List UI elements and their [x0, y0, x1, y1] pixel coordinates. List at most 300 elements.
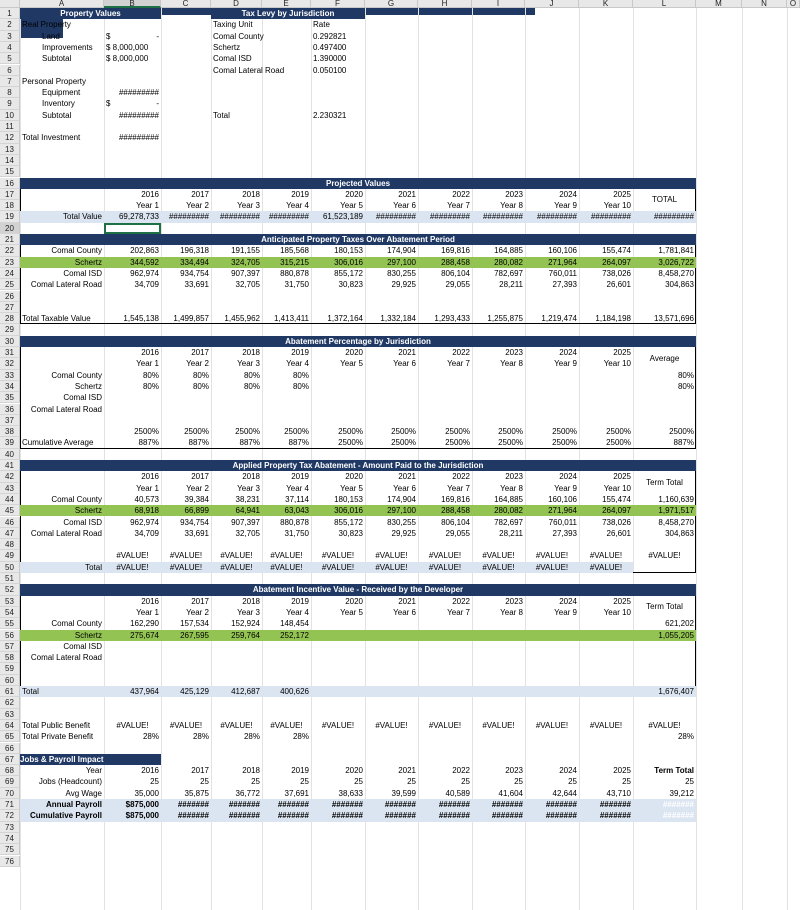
value-cell[interactable]: #VALUE! — [589, 562, 623, 572]
value-cell[interactable]: 271,964 — [548, 257, 577, 267]
value-cell[interactable]: #VALUE! — [220, 720, 253, 730]
row-header[interactable]: 62 — [0, 697, 20, 708]
value-cell[interactable] — [472, 404, 525, 415]
value-cell[interactable]: 33,691 — [184, 528, 209, 538]
label-improvements[interactable]: Improvements — [42, 42, 93, 52]
row-header[interactable]: 46 — [0, 517, 20, 528]
row-label[interactable]: Comal ISD — [63, 268, 102, 278]
row-header[interactable]: 10 — [0, 110, 20, 121]
value-cell[interactable]: 855,172 — [334, 517, 363, 527]
row-header[interactable]: 31 — [0, 347, 20, 358]
value-cell[interactable]: 29,055 — [445, 280, 470, 290]
row-header[interactable]: 55 — [0, 618, 20, 629]
value-cell[interactable]: 160,106 — [548, 494, 577, 504]
value-cell[interactable] — [579, 686, 633, 697]
value-cell[interactable]: 621,202 — [665, 619, 694, 629]
value-cell[interactable]: 1,293,433 — [434, 314, 470, 324]
row-header[interactable]: 16 — [0, 178, 20, 189]
value-cell[interactable]: ######### — [653, 212, 694, 222]
year-header[interactable]: 2025 — [613, 189, 631, 199]
value-cell[interactable]: 180,153 — [334, 494, 363, 504]
value-cell[interactable]: 2500% — [552, 427, 577, 437]
row-header[interactable]: 37 — [0, 415, 20, 426]
value-cell[interactable]: 35,875 — [184, 788, 209, 798]
row-header[interactable]: 23 — [0, 257, 20, 268]
value-cell[interactable] — [311, 404, 365, 415]
value-cell[interactable] — [211, 641, 262, 652]
value-cell[interactable]: 1,545,138 — [123, 314, 159, 324]
value-cell[interactable]: 288,458 — [441, 506, 470, 516]
year-label[interactable]: Year 4 — [286, 483, 309, 493]
column-header-k[interactable]: K — [579, 0, 633, 8]
value-cell[interactable] — [311, 686, 365, 697]
year-label[interactable]: Year 3 — [237, 359, 260, 369]
year-header[interactable]: 2017 — [191, 348, 209, 357]
value-cell[interactable]: 180,153 — [334, 246, 363, 256]
row-label[interactable]: Comal ISD — [63, 517, 102, 527]
year-label[interactable]: Year 5 — [340, 359, 363, 369]
value-cell[interactable]: 2500% — [338, 427, 363, 437]
year-label[interactable]: Year 4 — [286, 201, 309, 211]
year-label[interactable]: Year 1 — [136, 483, 159, 493]
year-header[interactable]: 2017 — [191, 472, 209, 482]
value-cell[interactable]: 69,278,733 — [118, 212, 159, 222]
row-header[interactable]: 18 — [0, 200, 20, 211]
label-real-property[interactable]: Real Property — [22, 20, 71, 30]
row-header[interactable]: 56 — [0, 630, 20, 641]
year-label[interactable]: Year 10 — [603, 483, 631, 493]
row-header[interactable]: 70 — [0, 788, 20, 799]
value-cell[interactable]: 2500% — [669, 427, 694, 437]
row-header[interactable]: 50 — [0, 562, 20, 573]
value-land-currency[interactable]: $ — [106, 31, 111, 41]
value-cell[interactable]: 880,878 — [280, 268, 309, 278]
value-cell[interactable] — [525, 404, 579, 415]
row-header[interactable]: 42 — [0, 471, 20, 482]
value-cell[interactable]: 344,592 — [130, 257, 159, 267]
value-cell[interactable] — [418, 641, 472, 652]
row-header[interactable]: 34 — [0, 381, 20, 392]
value-cell[interactable] — [472, 392, 525, 403]
label-total-investment[interactable]: Total Investment — [22, 133, 81, 143]
value-cell[interactable]: #VALUE! — [589, 551, 623, 561]
column-header-a[interactable]: A — [20, 0, 104, 8]
value-cell[interactable]: 80% — [142, 381, 159, 391]
value-cell[interactable] — [525, 392, 579, 403]
year-header[interactable]: 2020 — [345, 348, 363, 357]
value-cell[interactable]: ######### — [268, 212, 309, 222]
value-cell[interactable]: 2500% — [606, 427, 631, 437]
value-cell[interactable] — [365, 392, 418, 403]
value-cell[interactable]: #VALUE! — [535, 551, 569, 561]
row-header[interactable]: 9 — [0, 98, 20, 109]
value-cell[interactable]: 1,413,411 — [274, 314, 309, 324]
value-cell[interactable]: 2500% — [284, 427, 309, 437]
year-label[interactable]: Year 4 — [286, 607, 309, 617]
value-cell[interactable]: 25 — [685, 777, 694, 787]
value-cell[interactable]: 25 — [300, 777, 309, 787]
value-cell[interactable]: 68,918 — [134, 506, 159, 516]
value-cell[interactable]: 35,000 — [134, 788, 159, 798]
value-cell[interactable]: 25 — [622, 777, 631, 787]
year-label[interactable]: Year 5 — [340, 607, 363, 617]
value-cell[interactable]: #VALUE! — [220, 551, 253, 561]
row-label[interactable]: Comal Lateral Road — [30, 280, 102, 290]
value-cell[interactable]: 887% — [673, 438, 694, 448]
value-cell[interactable]: 148,454 — [280, 619, 309, 629]
row-header[interactable]: 57 — [0, 641, 20, 652]
value-cell[interactable]: 25 — [568, 777, 577, 787]
row-header[interactable]: 30 — [0, 336, 20, 347]
tax-unit-rate[interactable]: 0.292821 — [313, 31, 347, 41]
row-label[interactable]: Schertz — [74, 257, 102, 267]
value-cell[interactable] — [472, 731, 525, 742]
year-header[interactable]: 2018 — [242, 766, 260, 776]
value-cell[interactable]: 306,016 — [334, 506, 363, 516]
value-cell[interactable] — [161, 392, 211, 403]
year-header[interactable]: 2022 — [452, 189, 470, 199]
value-cell[interactable]: 155,474 — [602, 246, 631, 256]
year-label[interactable]: Year 3 — [237, 607, 260, 617]
value-cell[interactable]: 297,100 — [387, 506, 416, 516]
value-cell[interactable]: ####### — [228, 811, 260, 821]
value-cell[interactable]: 27,393 — [552, 280, 577, 290]
year-header[interactable]: 2018 — [242, 348, 260, 357]
value-cell[interactable]: 42,644 — [552, 788, 577, 798]
row-label[interactable]: Comal Lateral Road — [30, 653, 102, 663]
value-cell[interactable]: 1,184,198 — [595, 314, 631, 324]
year-header[interactable]: 2024 — [559, 766, 577, 776]
value-cell[interactable]: 2500% — [134, 427, 159, 437]
year-label[interactable]: Year 2 — [186, 359, 209, 369]
value-cell[interactable]: 280,082 — [494, 257, 523, 267]
value-cell[interactable]: 30,823 — [338, 528, 363, 538]
row-header[interactable]: 39 — [0, 437, 20, 448]
row-header[interactable]: 67 — [0, 754, 20, 765]
value-cell[interactable]: 80% — [243, 370, 260, 380]
row-header[interactable]: 22 — [0, 245, 20, 256]
row-header[interactable]: 17 — [0, 189, 20, 200]
value-cell[interactable]: 164,885 — [494, 494, 523, 504]
value-cell[interactable]: 264,097 — [602, 506, 631, 516]
row-header[interactable]: 5 — [0, 53, 20, 64]
value-cell[interactable]: ####### — [545, 811, 577, 821]
row-header[interactable]: 54 — [0, 607, 20, 618]
row-header[interactable]: 43 — [0, 483, 20, 494]
year-header[interactable]: 2019 — [291, 189, 309, 199]
year-label[interactable]: Year 8 — [500, 359, 523, 369]
value-cell[interactable]: 39,599 — [391, 788, 416, 798]
row-label[interactable]: Total — [22, 687, 39, 696]
value-cell[interactable]: 43,710 — [606, 788, 631, 798]
value-cell[interactable]: 191,155 — [231, 246, 260, 256]
value-cell[interactable]: 425,129 — [180, 687, 209, 696]
value-cell[interactable]: #VALUE! — [428, 562, 462, 572]
value-cell[interactable]: 880,878 — [280, 517, 309, 527]
row-header[interactable]: 49 — [0, 550, 20, 561]
value-cell[interactable]: 271,964 — [548, 506, 577, 516]
value-cell[interactable] — [311, 381, 365, 392]
value-cell[interactable]: ####### — [491, 811, 523, 821]
row-header[interactable]: 53 — [0, 596, 20, 607]
value-cell[interactable] — [525, 686, 579, 697]
value-cell[interactable]: #VALUE! — [220, 562, 253, 572]
row-label[interactable]: Total — [85, 562, 102, 572]
year-label[interactable]: Year 9 — [554, 201, 577, 211]
value-cell[interactable]: 30,823 — [338, 280, 363, 290]
value-cell[interactable] — [311, 641, 365, 652]
value-cell[interactable]: 28,211 — [499, 280, 523, 290]
value-cell[interactable]: 1,372,164 — [327, 314, 363, 324]
value-cell[interactable]: 412,687 — [231, 687, 260, 696]
row-label[interactable]: Schertz — [74, 630, 102, 640]
value-tax-total[interactable]: 2.230321 — [313, 110, 347, 120]
value-cell[interactable] — [525, 381, 579, 392]
row-header[interactable]: 63 — [0, 709, 20, 720]
value-cell[interactable]: 28% — [192, 732, 209, 742]
year-label[interactable]: Year 10 — [603, 607, 631, 617]
tax-unit-rate[interactable]: 0.497400 — [313, 42, 347, 52]
year-header[interactable]: 2016 — [141, 766, 159, 776]
value-cell[interactable] — [525, 641, 579, 652]
row-header[interactable]: 26 — [0, 291, 20, 302]
tax-unit-rate[interactable]: 0.050100 — [313, 65, 347, 75]
value-cell[interactable]: 1,676,407 — [658, 687, 694, 696]
label-subtotal-personal[interactable]: Subtotal — [42, 110, 72, 120]
value-cell[interactable]: #VALUE! — [116, 562, 149, 572]
value-cell[interactable]: 806,104 — [441, 517, 470, 527]
value-cell[interactable]: 887% — [288, 438, 309, 448]
value-cell[interactable]: #VALUE! — [375, 720, 408, 730]
value-inventory[interactable]: - — [156, 99, 159, 109]
year-label[interactable]: Year 9 — [554, 359, 577, 369]
year-header[interactable]: 2021 — [398, 472, 416, 482]
value-cell[interactable] — [525, 652, 579, 663]
header-term-total[interactable]: Term Total — [654, 766, 694, 776]
tax-unit-name[interactable]: Comal County — [213, 31, 264, 41]
value-cell[interactable] — [311, 392, 365, 403]
value-cell[interactable]: ####### — [277, 811, 309, 821]
label-annual-payroll[interactable]: Annual Payroll — [45, 800, 102, 809]
year-header[interactable]: 2021 — [398, 766, 416, 776]
year-header[interactable]: 2018 — [242, 472, 260, 482]
value-cell[interactable]: 306,016 — [334, 257, 363, 267]
value-cell[interactable] — [211, 404, 262, 415]
year-header[interactable]: 2022 — [452, 472, 470, 482]
value-cell[interactable]: 738,026 — [602, 268, 631, 278]
value-cell[interactable]: 1,499,857 — [173, 314, 209, 324]
value-cell[interactable]: #VALUE! — [648, 551, 681, 561]
value-cell[interactable] — [311, 731, 365, 742]
value-cell[interactable]: ####### — [331, 811, 363, 821]
value-cell[interactable]: 160,106 — [548, 246, 577, 256]
value-cell[interactable]: 80% — [142, 370, 159, 380]
value-cell[interactable]: #VALUE! — [169, 551, 203, 561]
value-cell[interactable]: 907,397 — [231, 268, 260, 278]
row-header[interactable]: 73 — [0, 822, 20, 833]
value-cell[interactable]: 280,082 — [494, 506, 523, 516]
value-cell[interactable]: #VALUE! — [270, 562, 303, 572]
row-header[interactable]: 15 — [0, 166, 20, 177]
value-cell[interactable]: 28% — [243, 732, 260, 742]
value-cell[interactable]: 782,697 — [494, 517, 523, 527]
tax-unit-name[interactable]: Comal Lateral Road — [213, 65, 285, 75]
value-cell[interactable]: 1,255,875 — [487, 314, 523, 324]
row-label[interactable]: Total Taxable Value — [22, 314, 91, 324]
row-header[interactable]: 21 — [0, 234, 20, 245]
header-taxing-unit[interactable]: Taxing Unit — [213, 20, 253, 30]
column-header-m[interactable]: M — [696, 0, 742, 8]
value-cell[interactable] — [633, 562, 696, 573]
value-cell[interactable]: 25 — [200, 777, 209, 787]
value-cell[interactable]: 196,318 — [180, 246, 209, 256]
row-label[interactable]: Comal County — [51, 370, 102, 380]
row-header[interactable]: 44 — [0, 494, 20, 505]
value-cell[interactable]: #VALUE! — [116, 551, 149, 561]
value-cell[interactable]: 80% — [292, 381, 309, 391]
value-cell[interactable]: 25 — [150, 777, 159, 787]
value-cell[interactable]: 38,231 — [235, 494, 260, 504]
value-cell[interactable]: 61,523,189 — [322, 212, 363, 222]
year-header[interactable]: 2022 — [452, 348, 470, 357]
value-cell[interactable]: 2500% — [498, 438, 523, 448]
value-cell[interactable] — [365, 641, 418, 652]
value-cell[interactable]: 37,114 — [285, 494, 309, 504]
value-cell[interactable] — [418, 404, 472, 415]
value-cell[interactable] — [418, 370, 472, 381]
year-header[interactable]: 2023 — [505, 766, 523, 776]
year-label[interactable]: Year 1 — [136, 607, 159, 617]
value-cell[interactable] — [418, 652, 472, 663]
row-label[interactable]: Comal County — [51, 619, 102, 629]
value-cell[interactable]: 25 — [251, 777, 260, 787]
value-cell[interactable] — [633, 404, 696, 415]
value-cell[interactable]: ######### — [168, 212, 209, 222]
value-cell[interactable]: 437,964 — [130, 687, 159, 696]
label-tax-total[interactable]: Total — [213, 110, 230, 120]
value-cell[interactable]: 33,691 — [184, 280, 209, 290]
value-cell[interactable]: 63,043 — [284, 506, 309, 516]
row-header[interactable]: 61 — [0, 686, 20, 697]
row-header[interactable]: 64 — [0, 720, 20, 731]
row-header[interactable]: 3 — [0, 31, 20, 42]
value-cell[interactable] — [418, 630, 472, 641]
value-cell[interactable] — [104, 652, 161, 663]
value-cell[interactable]: 80% — [192, 381, 209, 391]
value-cell[interactable] — [418, 731, 472, 742]
value-land[interactable]: - — [156, 31, 159, 41]
value-cell[interactable] — [161, 652, 211, 663]
value-cell[interactable]: 934,754 — [180, 517, 209, 527]
year-header[interactable]: 2023 — [505, 348, 523, 357]
value-cell[interactable] — [365, 731, 418, 742]
value-cell[interactable]: 887% — [138, 438, 159, 448]
value-cell[interactable]: 185,568 — [280, 246, 309, 256]
value-cell[interactable]: 202,863 — [130, 246, 159, 256]
value-cell[interactable]: 64,941 — [235, 506, 260, 516]
year-header[interactable]: 2022 — [452, 766, 470, 776]
value-cell[interactable]: 288,458 — [441, 257, 470, 267]
row-label[interactable]: Comal Lateral Road — [30, 528, 102, 538]
value-cell[interactable] — [579, 381, 633, 392]
value-subtotal-personal[interactable]: ######### — [118, 110, 159, 120]
value-cell[interactable]: ####### — [491, 800, 523, 809]
value-cell[interactable]: 1,055,205 — [658, 630, 694, 640]
value-cell[interactable]: ####### — [662, 811, 694, 821]
value-cell[interactable]: ####### — [438, 800, 470, 809]
year-header[interactable]: 2017 — [191, 596, 209, 606]
value-cell[interactable] — [311, 630, 365, 641]
value-cell[interactable]: 2500% — [184, 427, 209, 437]
row-header[interactable]: 76 — [0, 856, 20, 867]
year-header[interactable]: 2016 — [141, 596, 159, 606]
value-cell[interactable] — [472, 381, 525, 392]
year-header[interactable]: 2024 — [559, 596, 577, 606]
value-cell[interactable] — [262, 641, 311, 652]
value-cell[interactable]: #VALUE! — [428, 720, 462, 730]
value-cell[interactable]: 887% — [188, 438, 209, 448]
year-header[interactable]: 2016 — [141, 189, 159, 199]
year-header[interactable]: 2017 — [191, 766, 209, 776]
year-header[interactable]: 2019 — [291, 472, 309, 482]
row-label[interactable]: Schertz — [74, 381, 102, 391]
year-label[interactable]: Year 6 — [393, 607, 416, 617]
header-term-total[interactable]: Term Total — [646, 602, 683, 612]
year-label[interactable]: Year 5 — [340, 483, 363, 493]
value-cell[interactable]: 334,494 — [180, 257, 209, 267]
value-cell[interactable]: 324,705 — [231, 257, 260, 267]
row-label[interactable]: Comal ISD — [63, 393, 102, 403]
value-cell[interactable]: 2500% — [552, 438, 577, 448]
value-cell[interactable]: 174,904 — [387, 494, 416, 504]
year-label[interactable]: Year 8 — [500, 201, 523, 211]
year-label[interactable]: Year 10 — [603, 201, 631, 211]
year-header[interactable]: 2025 — [613, 472, 631, 482]
value-cell[interactable]: ######### — [375, 212, 416, 222]
value-cell[interactable]: 855,172 — [334, 268, 363, 278]
row-header[interactable]: 29 — [0, 324, 20, 335]
value-cell[interactable]: 806,104 — [441, 268, 470, 278]
tax-unit-name[interactable]: Comal ISD — [213, 54, 252, 64]
row-label[interactable]: Cumulative Average — [22, 438, 94, 448]
value-inventory-currency[interactable]: $ — [106, 99, 111, 109]
value-cell[interactable]: #VALUE! — [169, 562, 203, 572]
value-cell[interactable]: 34,709 — [134, 528, 159, 538]
value-cell[interactable]: #VALUE! — [321, 720, 355, 730]
year-label[interactable]: Year 8 — [500, 607, 523, 617]
value-cell[interactable]: 782,697 — [494, 268, 523, 278]
year-label[interactable]: Year 7 — [447, 359, 470, 369]
column-header-o[interactable]: O — [787, 0, 800, 8]
value-cell[interactable]: 40,573 — [134, 494, 159, 504]
value-equipment[interactable]: ######### — [118, 88, 159, 98]
column-header-b[interactable]: B — [104, 0, 161, 8]
value-cell[interactable] — [579, 731, 633, 742]
row-header[interactable]: 36 — [0, 404, 20, 415]
row-header[interactable]: 12 — [0, 132, 20, 143]
value-cell[interactable] — [365, 370, 418, 381]
year-header[interactable]: 2020 — [345, 472, 363, 482]
value-cell[interactable]: 152,924 — [231, 619, 260, 629]
value-cell[interactable]: 259,764 — [231, 630, 260, 640]
row-header[interactable]: 11 — [0, 121, 20, 132]
row-header[interactable]: 74 — [0, 833, 20, 844]
value-cell[interactable] — [211, 652, 262, 663]
year-label[interactable]: Year 2 — [186, 483, 209, 493]
value-cell[interactable] — [633, 652, 696, 663]
value-cell[interactable]: $875,000 — [125, 811, 159, 821]
row-label[interactable]: Comal County — [51, 494, 102, 504]
